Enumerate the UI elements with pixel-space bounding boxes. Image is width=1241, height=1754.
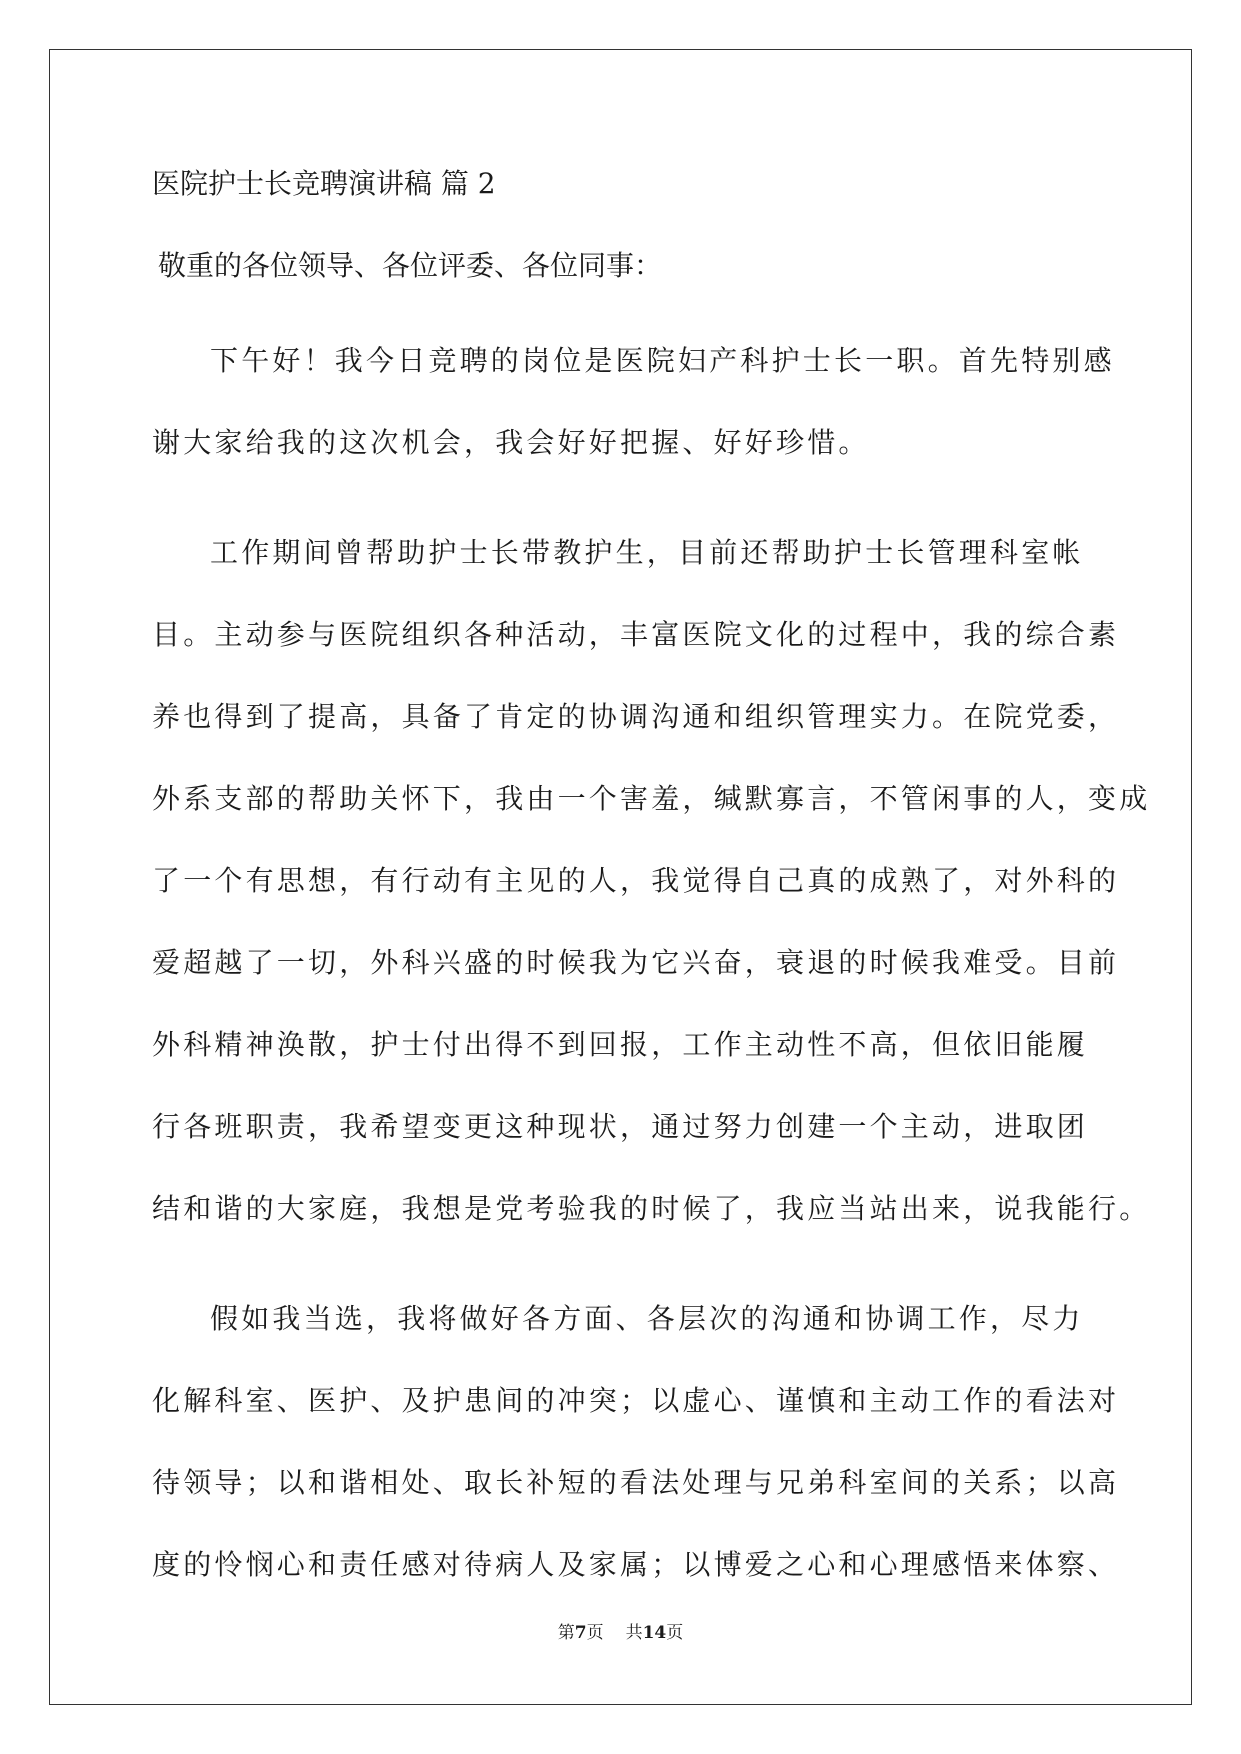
paragraph-line: 爱超越了一切，外科兴盛的时候我为它兴奋，衰退的时候我难受。目前 <box>152 946 1120 979</box>
paragraph-1 <box>152 320 1115 484</box>
paragraph-line: 外科精神涣散，护士付出得不到回报，工作主动性不高，但依旧能履 <box>152 1028 1089 1061</box>
paragraph-line: 待领导；以和谐相处、取长补短的看法处理与兄弟科室间的关系；以高 <box>152 1466 1120 1499</box>
paragraph-line: 行各班职责，我希望变更这种现状，通过努力创建一个主动，进取团 <box>152 1110 1089 1143</box>
paragraph-2 <box>152 512 1151 1250</box>
paragraph-line: 外系支部的帮助关怀下，我由一个害羞，缄默寡言，不管闲事的人，变成 <box>152 782 1151 815</box>
document-body <box>152 158 1151 1634</box>
document-title: 医院护士长竞聘演讲稿 篇 2 <box>152 167 496 200</box>
paragraph-line: 假如我当选，我将做好各方面、各层次的沟通和协调工作，尽力 <box>210 1302 1084 1335</box>
paragraph-line: 度的怜悯心和责任感对待病人及家属；以博爱之心和心理感悟来体察、 <box>152 1548 1120 1581</box>
salutation: 敬重的各位领导、各位评委、各位同事： <box>158 249 663 282</box>
paragraph-line: 工作期间曾帮助护士长带教护生，目前还帮助护士长管理科室帐 <box>210 536 1084 569</box>
paragraph-line: 下午好！我今日竞聘的岗位是医院妇产科护士长一职。首先特别感 <box>210 344 1115 377</box>
paragraph-line: 目。主动参与医院组织各种活动，丰富医院文化的过程中，我的综合素 <box>152 618 1120 651</box>
paragraph-line: 结和谐的大家庭，我想是党考验我的时候了，我应当站出来，说我能行。 <box>152 1192 1151 1225</box>
page-footer <box>0 1621 1241 1645</box>
page-prefix: 第 <box>557 1623 575 1643</box>
paragraph-line: 谢大家给我的这次机会，我会好好把握、好好珍惜。 <box>152 426 870 459</box>
current-page-number: 7 <box>574 1623 587 1643</box>
total-suffix: 页 <box>666 1623 684 1643</box>
page-suffix: 页 <box>586 1623 604 1643</box>
paragraph-line: 养也得到了提高，具备了肯定的协调沟通和组织管理实力。在院党委， <box>152 700 1120 733</box>
paragraph-3 <box>152 1278 1120 1606</box>
total-prefix: 共 <box>625 1623 643 1643</box>
total-pages-number: 14 <box>642 1623 667 1643</box>
paragraph-line: 化解科室、医护、及护患间的冲突；以虚心、谨慎和主动工作的看法对 <box>152 1384 1120 1417</box>
paragraph-line: 了一个有思想，有行动有主见的人，我觉得自己真的成熟了，对外科的 <box>152 864 1120 897</box>
